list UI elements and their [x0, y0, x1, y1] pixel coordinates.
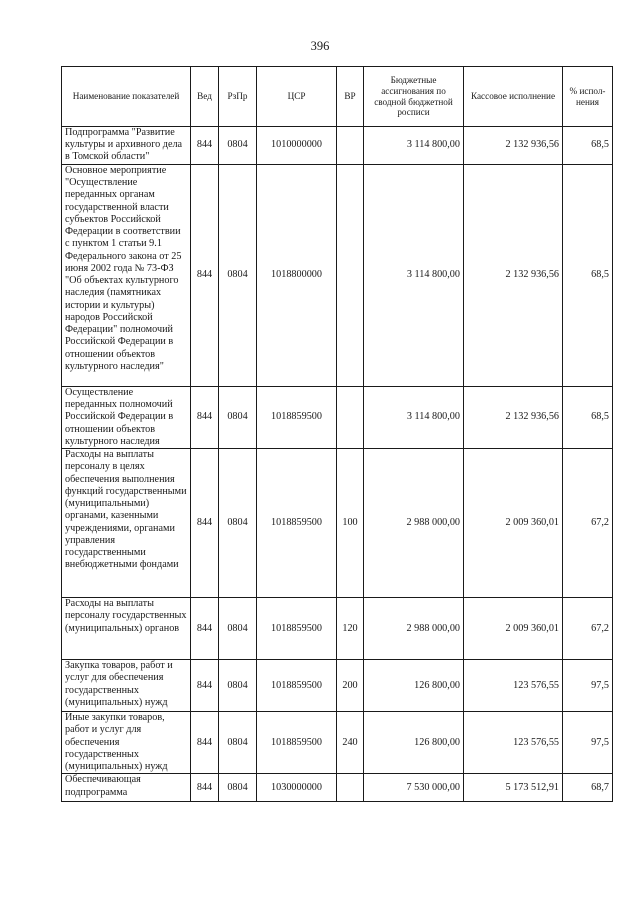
row-budget: 3 114 800,00 [364, 387, 464, 449]
row-percent: 68,5 [563, 387, 613, 449]
row-csr: 1018859500 [257, 598, 337, 660]
header-budget: Бюджетные ассигнования по сводной бюджетной росписи [364, 67, 464, 127]
row-csr: 1010000000 [257, 127, 337, 165]
row-ved: 844 [191, 449, 219, 598]
row-vr [337, 127, 364, 165]
header-csr: ЦСР [257, 67, 337, 127]
row-ved: 844 [191, 660, 219, 712]
row-ved: 844 [191, 165, 219, 387]
table-row [62, 165, 613, 387]
row-percent: 67,2 [563, 598, 613, 660]
budget-execution-table [61, 66, 613, 802]
row-rzpr: 0804 [219, 712, 257, 774]
table-row [62, 660, 613, 712]
table-header-row [62, 67, 613, 127]
row-budget: 2 988 000,00 [364, 598, 464, 660]
row-ved: 844 [191, 387, 219, 449]
row-rzpr: 0804 [219, 774, 257, 802]
row-vr [337, 165, 364, 387]
row-cash: 2 132 936,56 [464, 387, 563, 449]
row-budget: 126 800,00 [364, 660, 464, 712]
row-rzpr: 0804 [219, 387, 257, 449]
table-row [62, 449, 613, 598]
row-vr [337, 387, 364, 449]
row-budget: 3 114 800,00 [364, 165, 464, 387]
table-row [62, 774, 613, 802]
row-budget: 7 530 000,00 [364, 774, 464, 802]
row-rzpr: 0804 [219, 165, 257, 387]
row-csr: 1030000000 [257, 774, 337, 802]
table-row [62, 387, 613, 449]
table-row [62, 712, 613, 774]
row-percent: 67,2 [563, 449, 613, 598]
row-budget: 2 988 000,00 [364, 449, 464, 598]
row-rzpr: 0804 [219, 449, 257, 598]
row-cash: 5 173 512,91 [464, 774, 563, 802]
row-budget: 126 800,00 [364, 712, 464, 774]
row-rzpr: 0804 [219, 127, 257, 165]
row-name: Подпрограмма "Развитие культуры и архивного дела в Томской области" [62, 127, 191, 165]
row-csr: 1018800000 [257, 165, 337, 387]
row-name: Иные закупки товаров, работ и услуг для обеспечения государственных (муниципальных) нужд [62, 712, 191, 774]
table-row [62, 127, 613, 165]
header-percent: % испол-нения [563, 67, 613, 127]
row-name: Обеспечивающая подпрограмма [62, 774, 191, 802]
table-row [62, 598, 613, 660]
row-ved: 844 [191, 774, 219, 802]
row-vr: 120 [337, 598, 364, 660]
row-name: Расходы на выплаты персоналу в целях обеспечения выполнения функций государственными (муниципальными) органами, казенными учреждениями, органами управления государственными внебюджетными фондами [62, 449, 191, 598]
header-ved: Вед [191, 67, 219, 127]
row-cash: 2 132 936,56 [464, 127, 563, 165]
row-rzpr: 0804 [219, 598, 257, 660]
row-vr [337, 774, 364, 802]
row-csr: 1018859500 [257, 449, 337, 598]
row-cash: 2 009 360,01 [464, 598, 563, 660]
row-percent: 97,5 [563, 660, 613, 712]
page-number: 396 [310, 39, 330, 53]
row-csr: 1018859500 [257, 387, 337, 449]
row-cash: 123 576,55 [464, 660, 563, 712]
row-percent: 97,5 [563, 712, 613, 774]
row-budget: 3 114 800,00 [364, 127, 464, 165]
header-name: Наименование показателей [62, 67, 191, 127]
row-name: Осуществление переданных полномочий Российской Федерации в отношении объектов культурного наследия [62, 387, 191, 449]
row-ved: 844 [191, 712, 219, 774]
row-name: Расходы на выплаты персоналу государственных (муниципальных) органов [62, 598, 191, 660]
row-csr: 1018859500 [257, 660, 337, 712]
row-percent: 68,5 [563, 127, 613, 165]
row-rzpr: 0804 [219, 660, 257, 712]
row-cash: 2 132 936,56 [464, 165, 563, 387]
row-name: Закупка товаров, работ и услуг для обеспечения государственных (муниципальных) нужд [62, 660, 191, 712]
row-cash: 2 009 360,01 [464, 449, 563, 598]
header-rzpr: РзПр [219, 67, 257, 127]
row-percent: 68,7 [563, 774, 613, 802]
row-ved: 844 [191, 598, 219, 660]
row-cash: 123 576,55 [464, 712, 563, 774]
row-ved: 844 [191, 127, 219, 165]
row-percent: 68,5 [563, 165, 613, 387]
row-name: Основное мероприятие "Осуществление переданных органам государственной власти субъектов Российской Федерации в соответствии с пунктом 1 статьи 9.1 Федерального закона от 25 июня 2002 года № 73-ФЗ "Об объектах культурного наследия (памятниках истории и культуры) народов Российской Федерации" полномочий Российской Федерации в отношении объектов культурного наследия" [62, 165, 191, 387]
row-csr: 1018859500 [257, 712, 337, 774]
header-vr: ВР [337, 67, 364, 127]
row-vr: 100 [337, 449, 364, 598]
row-vr: 240 [337, 712, 364, 774]
row-vr: 200 [337, 660, 364, 712]
header-cash: Кассовое исполнение [464, 67, 563, 127]
